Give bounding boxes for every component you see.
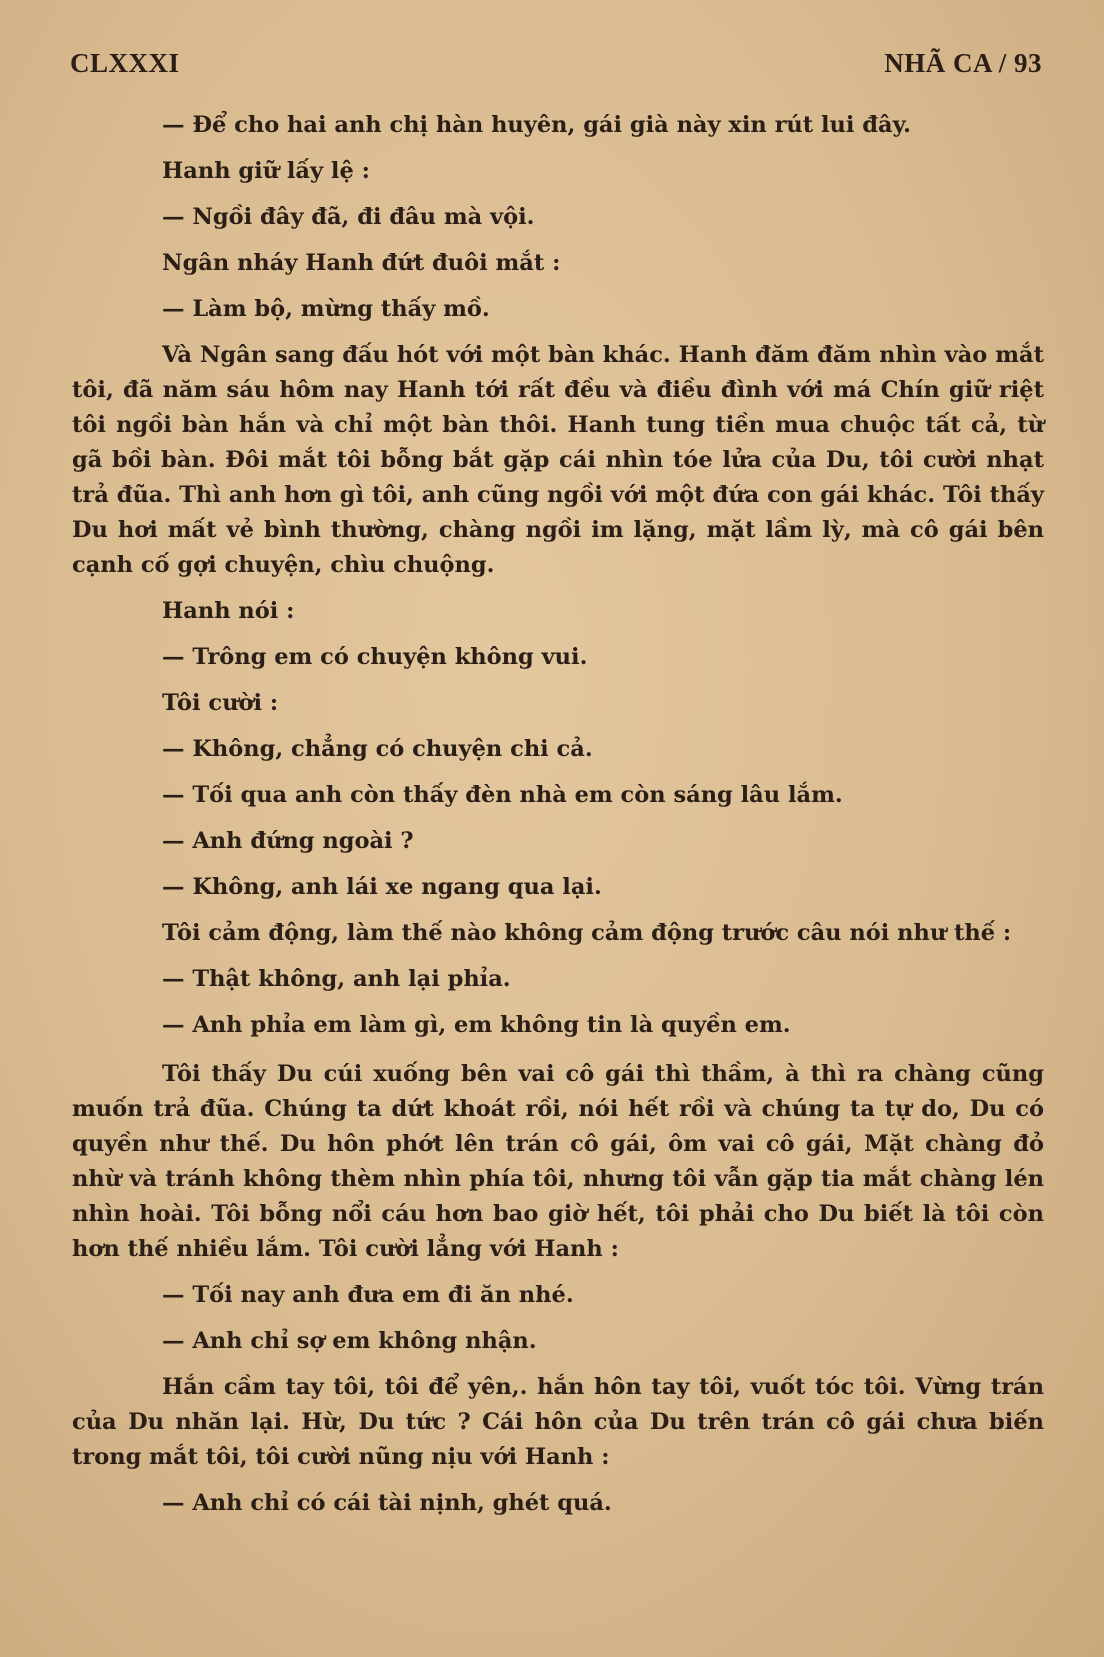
narration-line: Tôi cảm động, làm thế nào không cảm động trước câu nói như thế : xyxy=(162,920,1012,946)
dialogue-line: — Anh đứng ngoài ? xyxy=(162,828,414,854)
dialogue-line: — Không, anh lái xe ngang qua lại. xyxy=(162,874,602,900)
dialogue-line: — Thật không, anh lại phỉa. xyxy=(162,966,511,992)
dialogue-line: — Anh phỉa em làm gì, em không tin là quyền em. xyxy=(162,1012,791,1038)
dialogue-line: — Anh chỉ có cái tài nịnh, ghét quá. xyxy=(162,1490,612,1516)
dialogue-line: — Làm bộ, mừng thấy mồ. xyxy=(162,296,490,322)
dialogue-line: — Tối nay anh đưa em đi ăn nhé. xyxy=(162,1282,574,1308)
author-page-number: NHÃ CA / 93 xyxy=(884,48,1042,78)
chapter-number: CLXXXI xyxy=(70,48,180,78)
dialogue-line: — Anh chỉ sợ em không nhận. xyxy=(162,1328,537,1354)
narration-paragraph: Hắn cầm tay tôi, tôi để yên,. hắn hôn tay tôi, vuốt tóc tôi. Vừng trán của Du nhăn lại. Hừ, Du tức ? Cái hôn của Du trên trán cô gái chưa biến trong mắt tôi, tôi cười nũng nịu với Hanh : xyxy=(72,1374,1044,1470)
page-body xyxy=(72,108,1044,1521)
narration-line: Tôi cười : xyxy=(162,690,279,716)
narration-line: Hanh giữ lấy lệ : xyxy=(162,158,370,184)
dialogue-line: — Không, chẳng có chuyện chi cả. xyxy=(162,736,593,762)
dialogue-line: — Trông em có chuyện không vui. xyxy=(162,644,588,670)
narration-line: Ngân nháy Hanh đứt đuôi mắt : xyxy=(162,250,561,276)
narration-paragraph: Và Ngân sang đấu hót với một bàn khác. Hanh đăm đăm nhìn vào mắt tôi, đã năm sáu hôm nay Hanh tới rất đều và điều đình với má Chín giữ riệt tôi ngồi bàn hắn và chỉ một bàn thôi. Hanh tung tiền mua chuộc tất cả, từ gã bồi bàn. Đôi mắt tôi bỗng bắt gặp cái nhìn tóe lửa của Du, tôi cười nhạt trả đũa. Thì anh hơn gì tôi, anh cũng ngồi với một đứa con gái khác. Tôi thấy Du hơi mất vẻ bình thường, chàng ngồi im lặng, mặt lầm lỳ, mà cô gái bên cạnh cố gợi chuyện, chìu chuộng. xyxy=(72,342,1044,578)
dialogue-line: — Tối qua anh còn thấy đèn nhà em còn sáng lâu lắm. xyxy=(162,782,843,808)
dialogue-line: — Để cho hai anh chị hàn huyên, gái già này xin rút lui đây. xyxy=(162,112,911,138)
narration-line: Hanh nói : xyxy=(162,598,295,624)
narration-paragraph: Tôi thấy Du cúi xuống bên vai cô gái thì thầm, à thì ra chàng cũng muốn trả đũa. Chúng ta dứt khoát rồi, nói hết rồi và chúng ta tự do, Du có quyền như thế. Du hôn phớt lên trán cô gái, ôm vai cô gái, Mặt chàng đỏ nhừ và tránh không thèm nhìn phía tôi, nhưng tôi vẫn gặp tia mắt chàng lén nhìn hoài. Tôi bỗng nổi cáu hơn bao giờ hết, tôi phải cho Du biết là tôi còn hơn thế nhiều lắm. Tôi cười lẳng với Hanh : xyxy=(72,1061,1044,1262)
dialogue-line: — Ngồi đây đã, đi đâu mà vội. xyxy=(162,204,535,230)
